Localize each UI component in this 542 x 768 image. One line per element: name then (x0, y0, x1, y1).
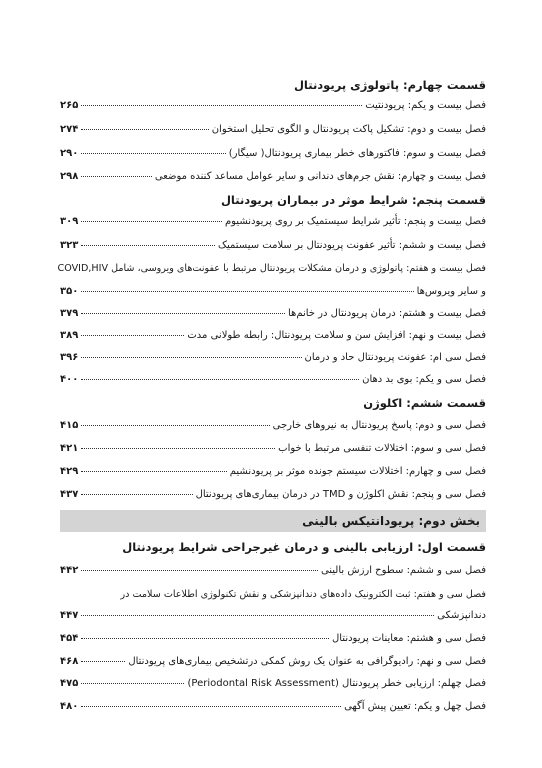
toc-entry: فصل سی و سوم: اختلالات تنفسی مرتبط با خواب ۴۲۱ (60, 443, 486, 454)
toc-entry-line1: فصل سی و هفتم: ثبت الکترونیک داده‌های دندانپزشکی و نقش تکنولوژی اطلاعات سلامت در (120, 589, 486, 600)
toc-entry: فصل سی و دوم: پاسخ پریودنتال به نیروهای خارجی ۴۱۵ (60, 420, 486, 431)
toc-entry: فصل بیست و دوم: تشکیل پاکت پریودنتال و الگوی تحلیل استخوان ۲۷۴ (60, 124, 486, 135)
toc-entry: دندانپزشکی ۴۴۷ (60, 610, 486, 621)
part-heading: قسمت ششم: اکلوژن (363, 396, 486, 410)
toc-entry: فصل بیست و هشتم: درمان پریودنتال در خانم‌ها ۳۷۹ (60, 308, 486, 319)
section-heading: بخش دوم: پریودانتیکس بالینی (302, 514, 480, 528)
toc-entry: فصل بیست و ششم: تأثیر عفونت پریودنتال بر سلامت سیستمیک ۳۲۳ (60, 240, 486, 251)
toc-entry: فصل بیست و نهم: افزایش سن و سلامت پریودنتال: رابطه طولانی مدت ۳۸۹ (60, 330, 486, 341)
part-heading: قسمت پنجم: شرایط موثر در بیماران پریودنتال (220, 193, 486, 207)
toc-entry: فصل بیست و یکم: پریودنتیت ۲۶۵ (60, 100, 486, 111)
toc-entry: فصل بیست و چهارم: نقش جرم‌های دندانی و سایر عوامل مساعد کننده موضعی ۲۹۸ (60, 171, 486, 182)
toc-entry: فصل چهل و یکم: تعیین پیش آگهی ۴۸۰ (60, 701, 486, 712)
toc-entry: فصل سی و پنجم: نقش اکلوژن و TMD در درمان بیماری‌های پریودنتال ۴۳۷ (60, 489, 486, 500)
toc-entry: و سایر ویروس‌ها ۳۵۰ (60, 286, 486, 297)
toc-entry: فصل بیست و سوم: فاکتورهای خطر بیماری پریودنتال( سیگار) ۲۹۰ (60, 148, 486, 159)
toc-entry: فصل چهلم: ارزیابی خطر پریودنتال (Periodontal Risk Assessment) ۴۷۵ (60, 678, 486, 689)
toc-entry: فصل سی و نهم: رادیوگرافی به عنوان یک روش کمکی درتشخیص بیماری‌های پریودنتال ۴۶۸ (60, 656, 486, 667)
toc-entry: فصل سی و هشتم: معاینات پریودنتال ۴۵۴ (60, 633, 486, 644)
toc-entry: فصل سی و یکم: بوی بد دهان ۴۰۰ (60, 374, 486, 385)
part-heading: قسمت چهارم: پاتولوژی پریودنتال (293, 78, 486, 92)
toc-entry: فصل سی ام: عفونت پریودنتال حاد و درمان ۳۹۶ (60, 352, 486, 363)
toc-entry: فصل سی و چهارم: اختلالات سیستم جونده موثر بر پریودنشیم ۴۲۹ (60, 466, 486, 477)
part-heading: قسمت اول: ارزیابی بالینی و درمان غیرجراحی شرایط پریودنتال (122, 540, 486, 554)
toc-entry: فصل بیست و پنجم: تأثیر شرایط سیستمیک بر روی پریودنشیوم ۳۰۹ (60, 216, 486, 227)
toc-entry: فصل سی و ششم: سطوح ارزش بالینی ۴۴۲ (60, 565, 486, 576)
toc-entry-line1: فصل بیست و هفتم: پاتولوژی و درمان مشکلات پریودنتال مرتبط با عفونت‌های ویروسی، شامل COVID,HIV (57, 263, 486, 274)
